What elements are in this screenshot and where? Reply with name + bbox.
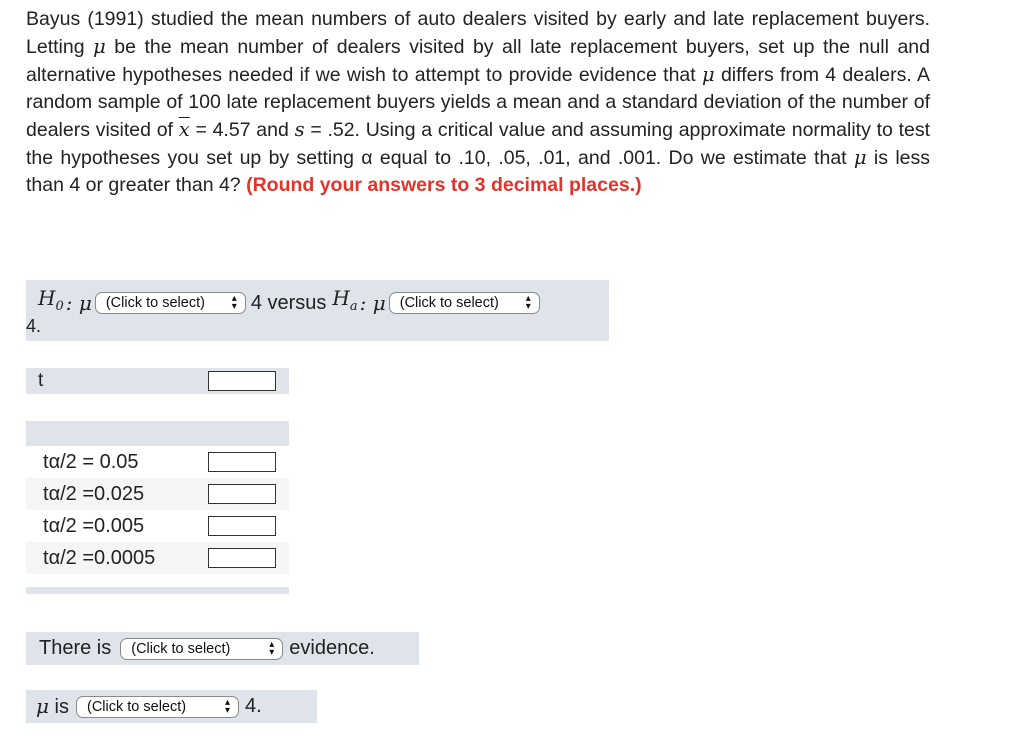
h0-select-label: (Click to select) [105,294,205,311]
h0-colon-mu: : μ [65,290,92,315]
critical-value-label: tα/2 =0.005 [43,515,145,537]
question-text: Bayus (1991) studied the mean numbers of auto dealers visited by early and late replacement buyers. Letting μ be the mean number of dealers visited by all late replacement buyers, set up the null and alternative hypotheses needed if we wish to attempt to provide evidence that μ differs from 4 dealers. A random sample of 100 late replacement buyers yields a mean and a standard deviation of the number of dealers visited of $\overline{x} = 4.57$ and s = .52. Using a critical value and assuming approximate normality to test the hypotheses you set up by setting α equal to .10, .05, .01, and .001. Do we estimate that μ is less than 4 or greater than 4? (Round your answers to 3 decimal places.) [26,8,931,196]
versus-text: 4 versus [250,291,327,314]
select-arrows-icon: ▴ ▾ [525,292,531,312]
critical-value-row [26,542,289,574]
evidence-prefix: There is [39,637,112,659]
conclusion-select-label: (Click to select) [87,698,187,715]
critical-value-row [26,478,289,510]
h0-relation-select[interactable] [95,292,246,314]
evidence-select[interactable] [120,638,283,660]
t-statistic-input[interactable] [208,371,276,391]
xbar-symbol: $\overline{x}$ [178,118,190,141]
ha-colon-mu: : μ [359,290,386,315]
ha-select-label: (Click to select) [399,294,499,311]
critical-value-input-3[interactable] [208,548,276,568]
evidence-suffix: evidence. [289,637,375,659]
select-arrows-icon: ▴ ▾ [269,638,275,658]
conclusion-row [26,690,317,723]
critical-value-input-0[interactable] [208,452,276,472]
t-statistic-row [26,368,289,394]
mu-symbol: μ [701,63,715,86]
critical-values-header [26,421,289,446]
evidence-select-label: (Click to select) [131,640,231,657]
critical-value-row [26,446,289,478]
hypotheses-panel [26,280,609,341]
critical-value-input-1[interactable] [208,484,276,504]
select-arrows-icon: ▴ ▾ [231,292,237,312]
hypotheses-line [38,283,543,322]
critical-value-label: tα/2 =0.0005 [43,547,156,569]
conclusion-suffix: 4. [245,695,262,717]
s-symbol: s [294,118,305,141]
mu-symbol: μ [853,146,867,169]
critical-value-label: tα/2 = 0.05 [43,451,139,473]
critical-value-input-2[interactable] [208,516,276,536]
critical-values-footer [26,587,289,594]
conclusion-prefix: μ is [36,694,69,718]
rounding-instruction: (Round your answers to 3 decimal places.) [246,174,642,196]
hypotheses-trailing: 4. [26,316,42,336]
mu-symbol: μ [93,35,106,58]
conclusion-select[interactable] [76,696,239,718]
critical-values-table [26,446,289,576]
ha-relation-select[interactable] [389,292,540,314]
select-arrows-icon: ▴ ▾ [224,696,230,716]
critical-value-row [26,510,289,542]
critical-value-label: tα/2 =0.025 [43,483,145,505]
evidence-row [26,632,419,665]
ha-label: $H_a$ [332,286,358,314]
t-label: t [38,370,44,391]
h0-label: $H_0$ [38,286,64,314]
